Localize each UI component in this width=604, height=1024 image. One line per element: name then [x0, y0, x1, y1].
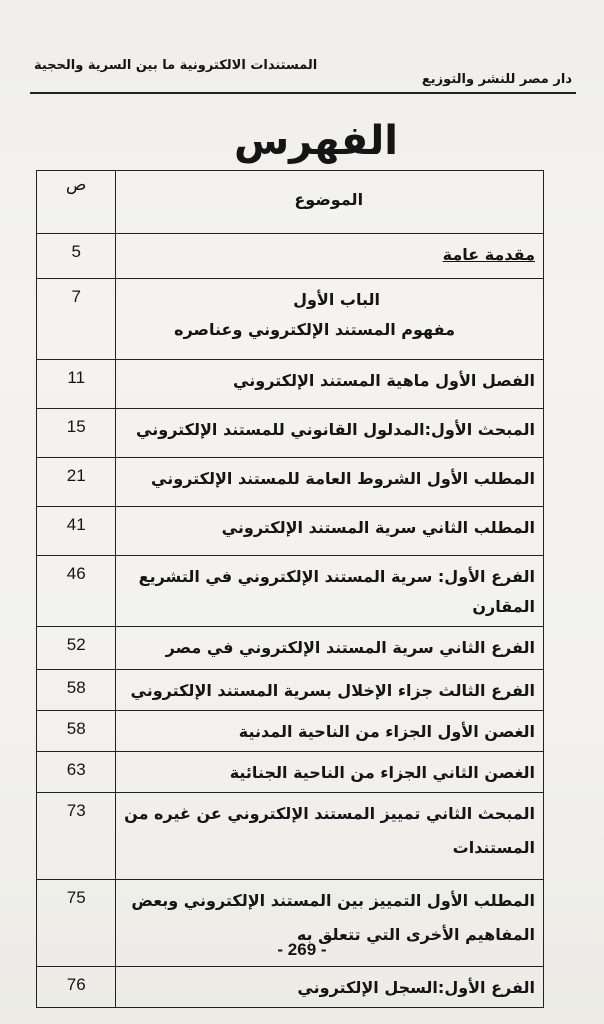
toc-entry	[116, 793, 544, 880]
toc-row	[37, 507, 544, 556]
toc-entry-text: المطلب الثاني سرية المستند الإلكتروني	[221, 518, 535, 537]
toc-entry	[116, 711, 544, 752]
toc-entry-text: المبحث الأول:المدلول القانوني للمستند الإلكتروني	[136, 420, 535, 439]
toc-row	[37, 752, 544, 793]
toc-row	[37, 234, 544, 279]
toc-page-number: 73	[37, 793, 116, 880]
page-column-header: ص	[37, 171, 116, 234]
toc-entry	[116, 752, 544, 793]
toc-entry-text: المبحث الثاني تمييز المستند الإلكتروني عن غيره من	[124, 804, 535, 823]
toc-row	[37, 793, 544, 880]
toc-entry-text-line2: المستندات	[452, 838, 535, 857]
toc-entry-text: مقدمة عامة	[442, 245, 535, 264]
toc-entry	[116, 360, 544, 409]
toc-entry	[116, 458, 544, 507]
toc-entry	[116, 507, 544, 556]
toc-entry-text: المطلب الأول التمييز بين المستند الإلكتروني وبعض	[131, 891, 535, 910]
toc-row	[37, 711, 544, 752]
toc-entry	[116, 967, 544, 1008]
toc-page-number: 75	[37, 880, 116, 967]
toc-page-number: 15	[37, 409, 116, 458]
toc-page-number: 76	[37, 967, 116, 1008]
publisher-name: دار مصر للنشر والتوزيع	[421, 72, 572, 87]
toc-page-number: 5	[37, 234, 116, 279]
toc-entry-text: الباب الأول	[293, 290, 380, 309]
toc-page-number: 7	[37, 279, 116, 360]
toc-row	[37, 360, 544, 409]
toc-page-number: 58	[37, 670, 116, 711]
toc-entry	[116, 627, 544, 670]
toc-page-number: 21	[37, 458, 116, 507]
toc-entry-text-line2: المفاهيم الأخرى التي تتعلق به	[296, 925, 535, 944]
toc-entry-text-line2: مفهوم المستند الإلكتروني وعناصره	[174, 320, 455, 339]
toc-entry-text: الفرع الأول: سرية المستند الإلكتروني في التشريع المقارن	[138, 567, 535, 616]
book-title: المستندات الالكترونية ما بين السرية والحجية	[34, 58, 318, 73]
toc-header-row	[37, 171, 544, 234]
toc-entry-text: الغصن الأول الجزاء من الناحية المدنية	[238, 722, 535, 741]
toc-entry	[116, 234, 544, 279]
toc-row	[37, 409, 544, 458]
running-header	[34, 58, 572, 88]
toc-entry-text: الفرع الأول:السجل الإلكتروني	[297, 978, 535, 997]
toc-entry-text: الغصن الثاني الجزاء من الناحية الجنائية	[229, 763, 535, 782]
toc-entry	[116, 556, 544, 627]
toc-page-number: 52	[37, 627, 116, 670]
toc-entry-text: الفصل الأول ماهية المستند الإلكتروني	[233, 371, 535, 390]
toc-entry	[116, 279, 544, 360]
toc-page-number: 63	[37, 752, 116, 793]
toc-row	[37, 458, 544, 507]
toc-row	[37, 967, 544, 1008]
toc-row	[37, 556, 544, 627]
subject-column-header: الموضوع	[116, 171, 544, 234]
toc-row	[37, 279, 544, 360]
page-title-text: الفهرس	[233, 118, 398, 164]
toc-page-number: 58	[37, 711, 116, 752]
toc-page-number: 11	[37, 360, 116, 409]
toc-row	[37, 670, 544, 711]
toc-entry-text: الفرع الثالث جزاء الإخلال بسرية المستند الإلكتروني	[130, 681, 535, 700]
toc-entry-text: الفرع الثاني سرية المستند الإلكتروني في مصر	[165, 638, 535, 657]
toc-entry	[116, 409, 544, 458]
table-of-contents	[36, 170, 544, 1008]
page-title	[0, 118, 604, 164]
toc-entry	[116, 670, 544, 711]
toc-page-number: 46	[37, 556, 116, 627]
toc-page-number: 41	[37, 507, 116, 556]
page-number: - 269 -	[277, 940, 327, 959]
toc-row	[37, 627, 544, 670]
toc-entry-text: المطلب الأول الشروط العامة للمستند الإلكتروني	[151, 469, 535, 488]
header-divider	[30, 92, 576, 94]
